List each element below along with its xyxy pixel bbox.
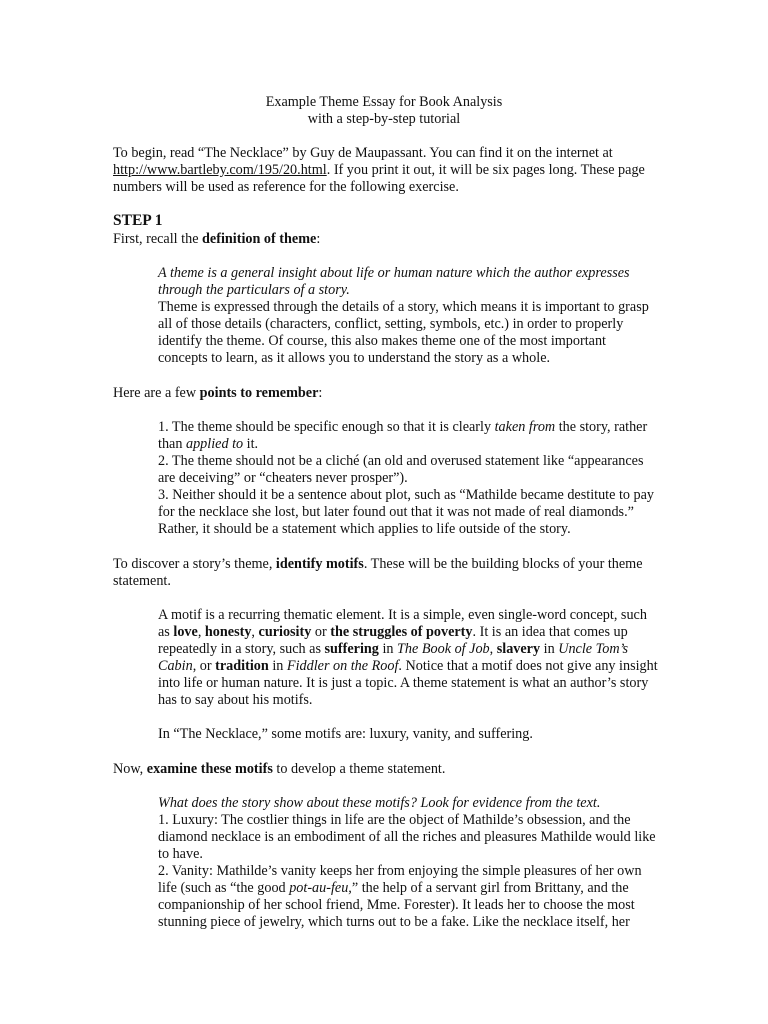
document-title xyxy=(0,94,768,128)
intro-paragraph xyxy=(113,145,658,196)
motif-slavery: slavery xyxy=(496,641,541,657)
intro-text-2: . If you print it out, it will be six pages long. These page numbers will be used as reference for the following exercise. xyxy=(113,162,645,195)
examine-text-end: to develop a theme statement. xyxy=(272,761,446,777)
motif-comma-1: , xyxy=(197,624,205,640)
vanity-text-a: 2. Vanity: Mathilde’s vanity keeps her from enjoying the simple pleasures of her own life (such as “the good xyxy=(158,863,642,896)
motif-in-1: in xyxy=(378,641,398,657)
motif-s2: . It is an idea that comes up repeatedly in a story, such as xyxy=(158,624,628,657)
vanity-italic: pot-au-feu, xyxy=(289,880,352,896)
motif-curiosity: curiosity xyxy=(258,624,312,640)
motif-or-2: , or xyxy=(192,658,216,674)
point-2: 2. The theme should not be a cliché (an old and overused statement like “appearances are deceiving” or “cheaters never prosper”). xyxy=(158,453,644,486)
evidence-question xyxy=(158,795,658,812)
motif-paragraph xyxy=(158,607,658,709)
point-1-italic-2: applied to xyxy=(185,436,244,452)
title-line-2: with a step-by-step tutorial xyxy=(307,111,461,127)
evidence-luxury: 1. Luxury: The costlier things in life are the object of Mathilde’s obsession, and the diamond necklace is an embodiment of all the riches and pleasures Mathilde would like to have. xyxy=(158,812,656,862)
motif-or-1: or xyxy=(311,624,331,640)
point-1-text-a: 1. The theme should be specific enough so that it is clearly xyxy=(158,419,495,435)
motif-honesty: honesty xyxy=(204,624,252,640)
motif-poverty: the struggles of poverty xyxy=(330,624,473,640)
recall-definition xyxy=(113,231,658,248)
point-1 xyxy=(158,419,658,453)
discover-bold: identify motifs xyxy=(275,556,364,572)
examine-text: Now, xyxy=(113,761,147,777)
necklace-motifs: In “The Necklace,” some motifs are: luxury, vanity, and suffering. xyxy=(158,726,533,742)
recall-colon: : xyxy=(316,231,321,247)
motif-comma-3: , xyxy=(489,641,497,657)
motif-uncle-toms-cabin: Uncle Tom’s Cabin xyxy=(158,641,628,674)
points-intro-text: Here are a few xyxy=(113,385,200,401)
motif-s3: . Notice that a motif does not give any insight into life or human nature. It is just a topic. A theme statement is what an author’s story has to say about his motifs. xyxy=(158,658,658,708)
vanity-text-b: ” the help of a servant girl from Brittany, and the companionship of her school friend, Mme. Forester). It leads her to choose the most stunning piece of jewelry, which turns out to be a fake. Like the necklace itself, her xyxy=(158,880,635,930)
points-intro-bold: points to remember xyxy=(199,385,319,401)
evidence-list xyxy=(158,795,658,931)
points-intro-colon: : xyxy=(318,385,323,401)
motif-in-3: in xyxy=(268,658,287,674)
motif-book-of-job: The Book of Job xyxy=(397,641,490,657)
point-1-text-b: the story, rather than xyxy=(158,419,648,452)
recall-text: First, recall the xyxy=(113,231,203,247)
theme-definition xyxy=(158,265,658,367)
motif-suffering: suffering xyxy=(324,641,379,657)
title-line-1: Example Theme Essay for Book Analysis xyxy=(265,94,503,110)
discover-paragraph xyxy=(113,556,658,590)
point-1-text-c: it. xyxy=(243,436,259,452)
motif-fiddler: Fiddler on the Roof xyxy=(286,658,399,674)
motif-s1: A motif is a recurring thematic element. It is a simple, even single-word concept, such as xyxy=(158,607,647,640)
point-1-italic-1: taken from xyxy=(494,419,556,435)
motif-in-2: in xyxy=(540,641,559,657)
step-1-heading: STEP 1 xyxy=(113,212,163,229)
motif-love: love xyxy=(173,624,198,640)
point-3: 3. Neither should it be a sentence about plot, such as “Mathilde became destitute to pay for the necklace she lost, but later found out that it was not made of real diamonds.” Rather, it should be a statement which applies to life outside of the story. xyxy=(158,487,655,537)
bartleby-link[interactable]: http://www.bartleby.com/195/20.html xyxy=(113,162,327,178)
evidence-vanity xyxy=(158,863,658,931)
definition-quote: A theme is a general insight about life or human nature which the author expresses through the particulars of a story. xyxy=(158,265,630,298)
intro-text-1: To begin, read “The Necklace” by Guy de Maupassant. You can find it on the internet at xyxy=(113,145,613,161)
examine-paragraph xyxy=(113,761,658,778)
points-intro xyxy=(113,385,658,402)
recall-bold: definition of theme xyxy=(202,231,317,247)
discover-text-end: . These will be the building blocks of your theme statement. xyxy=(113,556,643,589)
motif-tradition: tradition xyxy=(215,658,269,674)
motif-comma-2: , xyxy=(251,624,259,640)
evidence-question-text: What does the story show about these motifs? Look for evidence from the text. xyxy=(158,795,601,811)
discover-text: To discover a story’s theme, xyxy=(113,556,276,572)
definition-body: Theme is expressed through the details of a story, which means it is important to grasp all of those details (characters, conflict, setting, symbols, etc.) in order to properly identify the theme. Of course, this also makes theme one of the most important concepts to learn, as it allows you to understand the story as a whole. xyxy=(158,299,649,366)
points-list xyxy=(158,419,658,538)
examine-bold: examine these motifs xyxy=(146,761,273,777)
